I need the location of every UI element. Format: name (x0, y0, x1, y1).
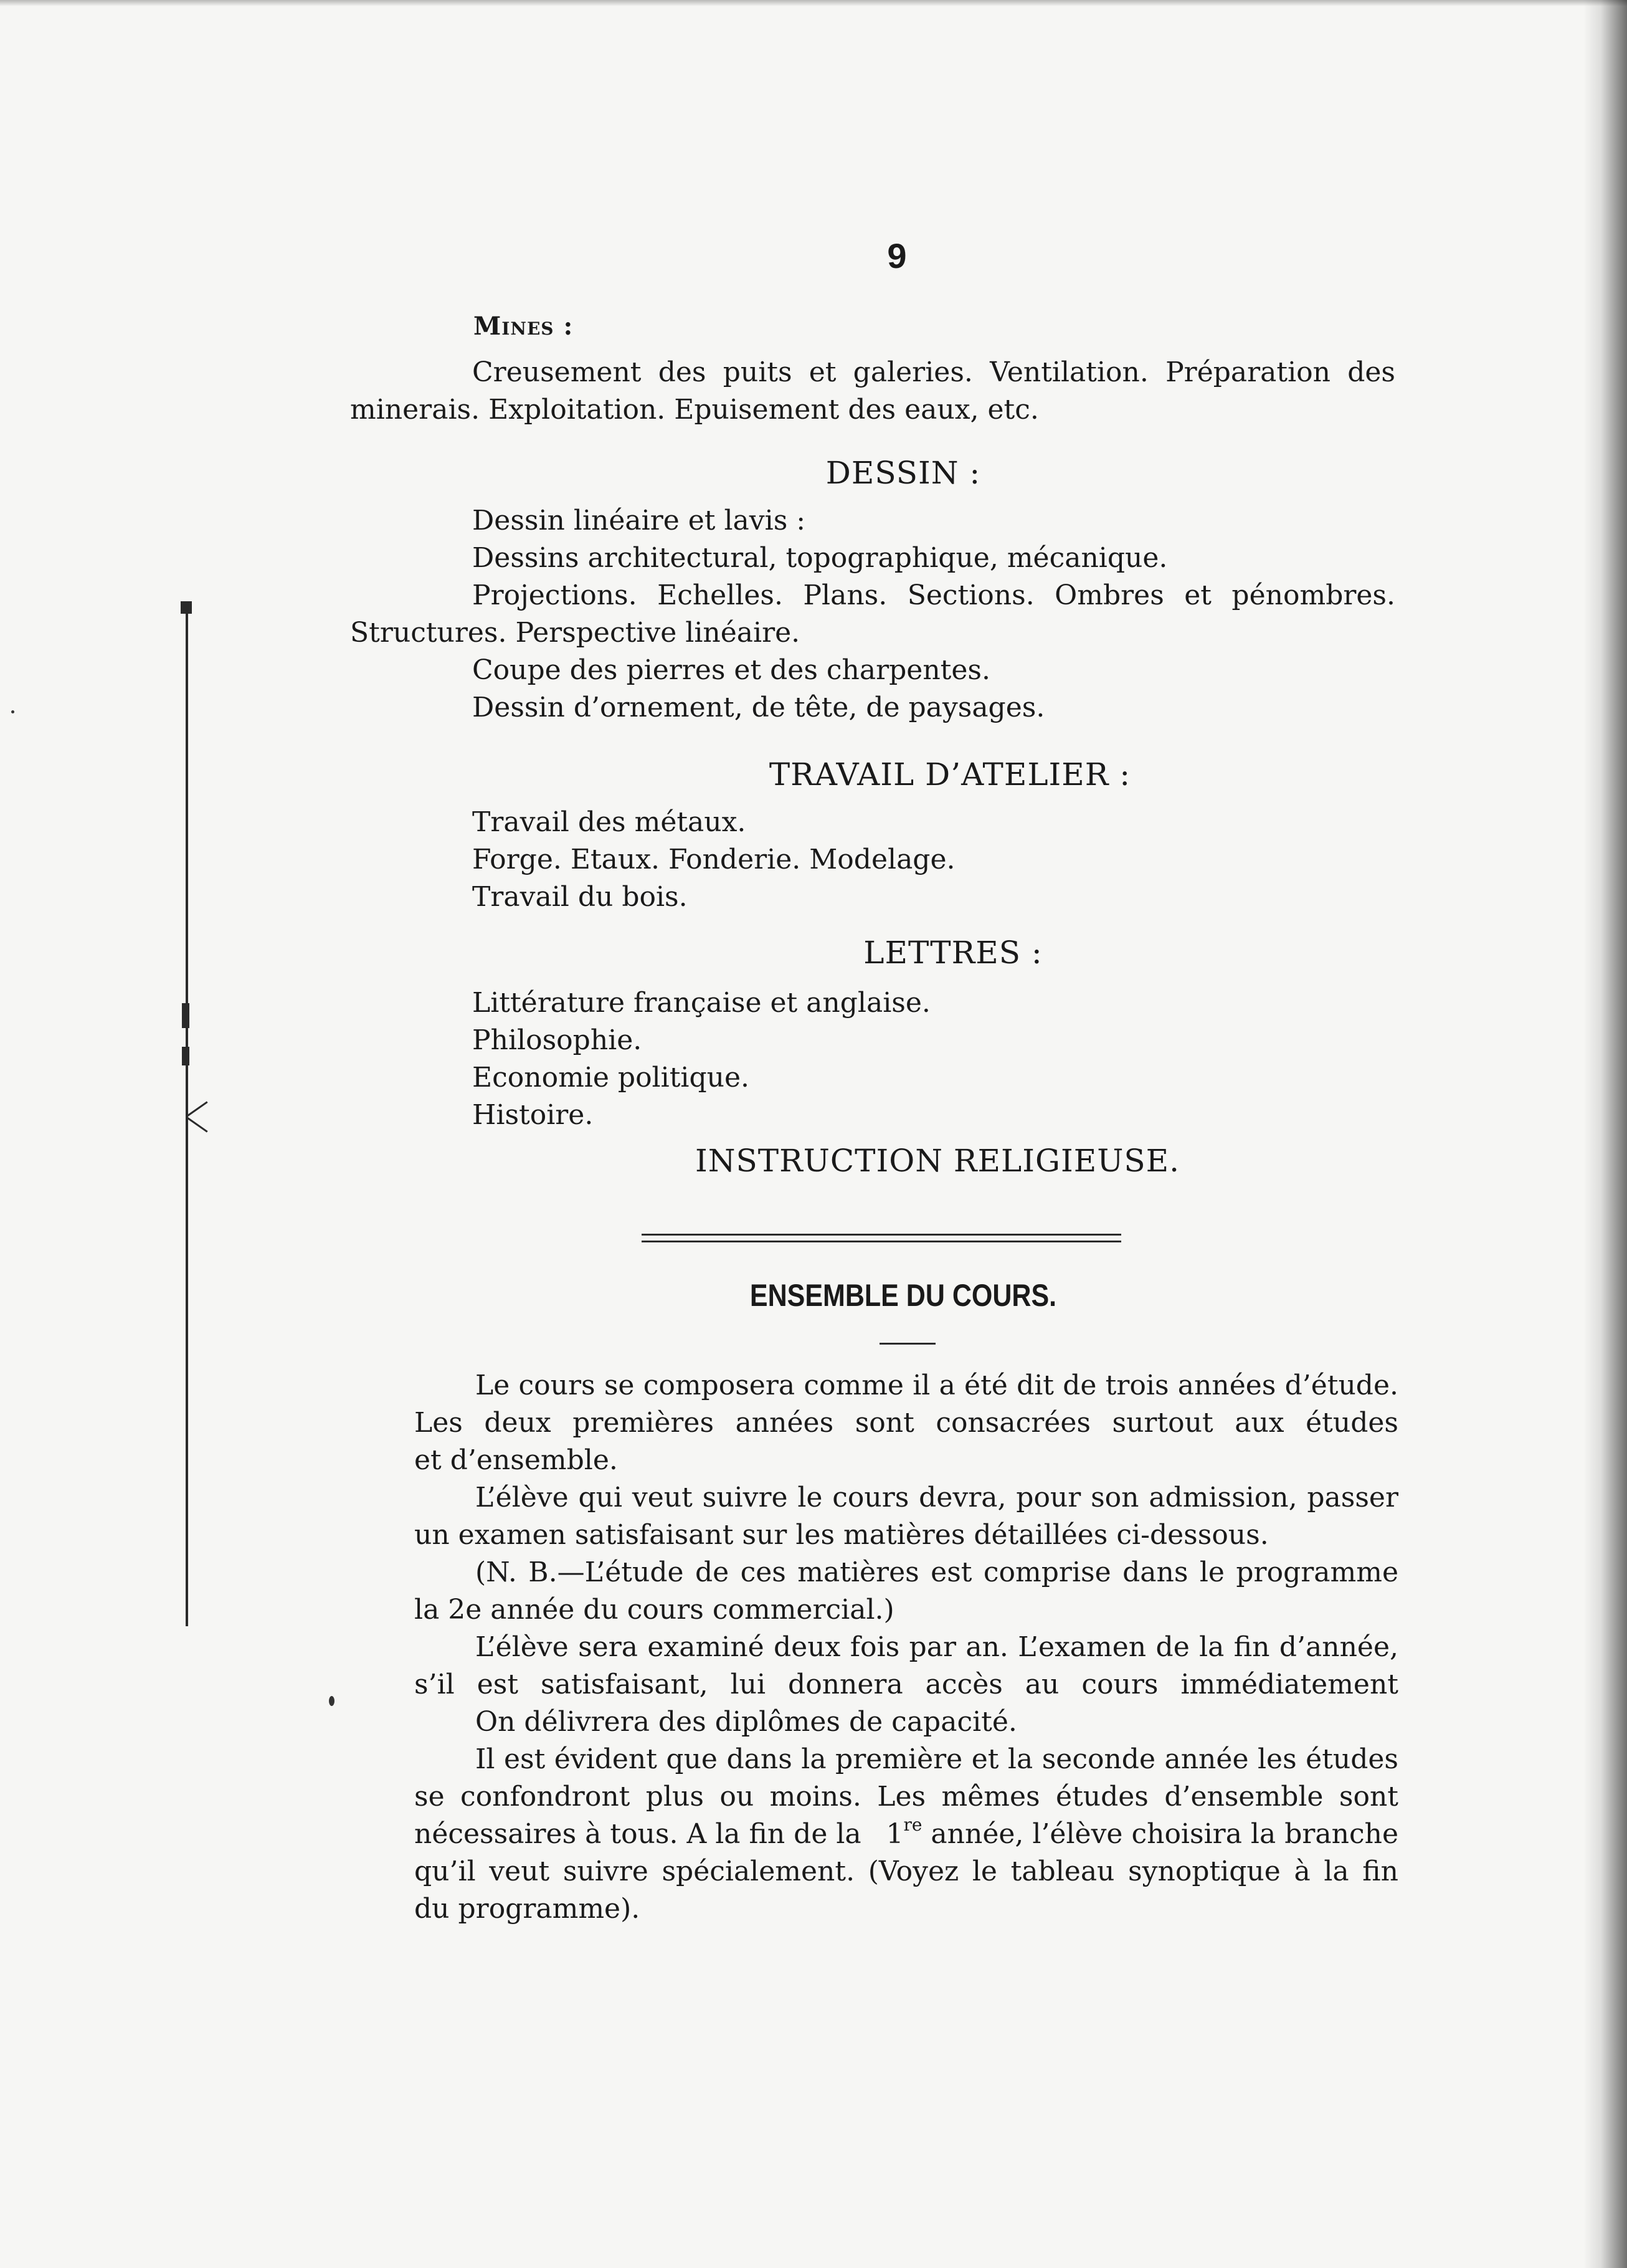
ensemble-line: et d’ensemble. (414, 1444, 618, 1476)
dessin-heading: DESSIN : (825, 455, 981, 491)
ensemble-line: Il est évident que dans la première et la seconde année les études (475, 1743, 1398, 1775)
lettres-line: Philosophie. (472, 1024, 642, 1056)
margin-mark (182, 1003, 189, 1028)
page-number: 9 (887, 236, 907, 275)
scan-top-edge (0, 0, 1627, 6)
dessin-line: Dessins architectural, topographique, mécanique. (472, 542, 1168, 574)
ordinal-number: 1 (886, 1818, 904, 1850)
ensemble-line: se confondront plus ou moins. Les mêmes études d’ensemble sont (414, 1781, 1398, 1813)
ensemble-line: qu’il veut suivre spécialement. (Voyez le tableau synoptique à la fin (414, 1856, 1398, 1887)
atelier-line: Travail du bois. (472, 881, 688, 913)
dessin-line: Coupe des pierres et des charpentes. (472, 654, 990, 686)
ensemble-line: Les deux premières années sont consacrées surtout aux études (414, 1407, 1398, 1439)
dessin-line: Dessin d’ornement, de tête, de paysages. (472, 692, 1045, 723)
ensemble-line: L’élève qui veut suivre le cours devra, pour son admission, passer (475, 1482, 1398, 1513)
lettres-text (411, 984, 1395, 1134)
ensemble-line: On délivrera des diplômes de capacité. (475, 1706, 1017, 1738)
ensemble-text (414, 1367, 1398, 1928)
margin-mark (181, 601, 192, 614)
lettres-line: Economie politique. (472, 1062, 749, 1094)
ensemble-line-part: nécessaires à tous. A la fin de la (414, 1818, 861, 1850)
dessin-text (350, 502, 1395, 727)
ensemble-line: du programme). (414, 1893, 640, 1925)
dessin-line: Projections. Echelles. Plans. Sections. Ombres et pénombres. (472, 579, 1395, 611)
margin-mark (186, 1101, 207, 1117)
ensemble-line-ordinal (414, 1816, 1398, 1853)
heading-rule (880, 1343, 936, 1345)
speck (329, 1696, 334, 1706)
ensemble-line-part: année, l’élève choisira la branche (922, 1818, 1398, 1850)
ensemble-line: la 2e année du cours commercial.) (414, 1594, 894, 1626)
dessin-line: Structures. Perspective linéaire. (350, 617, 800, 649)
mines-line: minerais. Exploitation. Epuisement des eaux, etc. (350, 394, 1039, 426)
atelier-line: Travail des métaux. (472, 806, 746, 838)
speck (11, 710, 14, 713)
ensemble-line: s’il est satisfaisant, lui donnera accès au cours immédiatement (414, 1669, 1398, 1700)
instruction-heading: INSTRUCTION RELIGIEUSE. (695, 1143, 1180, 1179)
ensemble-heading: ENSEMBLE DU COURS. (749, 1278, 1057, 1313)
lettres-heading: LETTRES : (863, 935, 1043, 971)
scan-binding-shadow (1583, 0, 1627, 2268)
section-separator (642, 1234, 1121, 1242)
dessin-line: Dessin linéaire et lavis : (472, 505, 806, 536)
ensemble-line: un examen satisfaisant sur les matières détaillées ci-dessous. (414, 1519, 1269, 1551)
atelier-text (411, 804, 1395, 916)
atelier-line: Forge. Etaux. Fonderie. Modelage. (472, 844, 956, 875)
ensemble-line-ordinal-wrap (886, 1816, 1398, 1853)
lettres-line: Littérature française et anglaise. (472, 987, 931, 1019)
ensemble-line: L’élève sera examiné deux fois par an. L’examen de la fin d’année, (475, 1631, 1398, 1663)
margin-mark (182, 1047, 189, 1065)
ensemble-line: (N. B.—L’étude de ces matières est comprise dans le programme (475, 1556, 1398, 1588)
mines-label: Mines : (473, 312, 574, 341)
lettres-line: Histoire. (472, 1099, 594, 1131)
mines-line: Creusement des puits et galeries. Ventilation. Préparation des (472, 356, 1395, 388)
mines-text (350, 354, 1395, 429)
ensemble-line: Le cours se composera comme il a été dit de trois années d’étude. (475, 1370, 1398, 1401)
ordinal-suffix: re (903, 1814, 923, 1835)
atelier-heading: TRAVAIL D’ATELIER : (769, 756, 1131, 793)
margin-mark (186, 1117, 207, 1132)
